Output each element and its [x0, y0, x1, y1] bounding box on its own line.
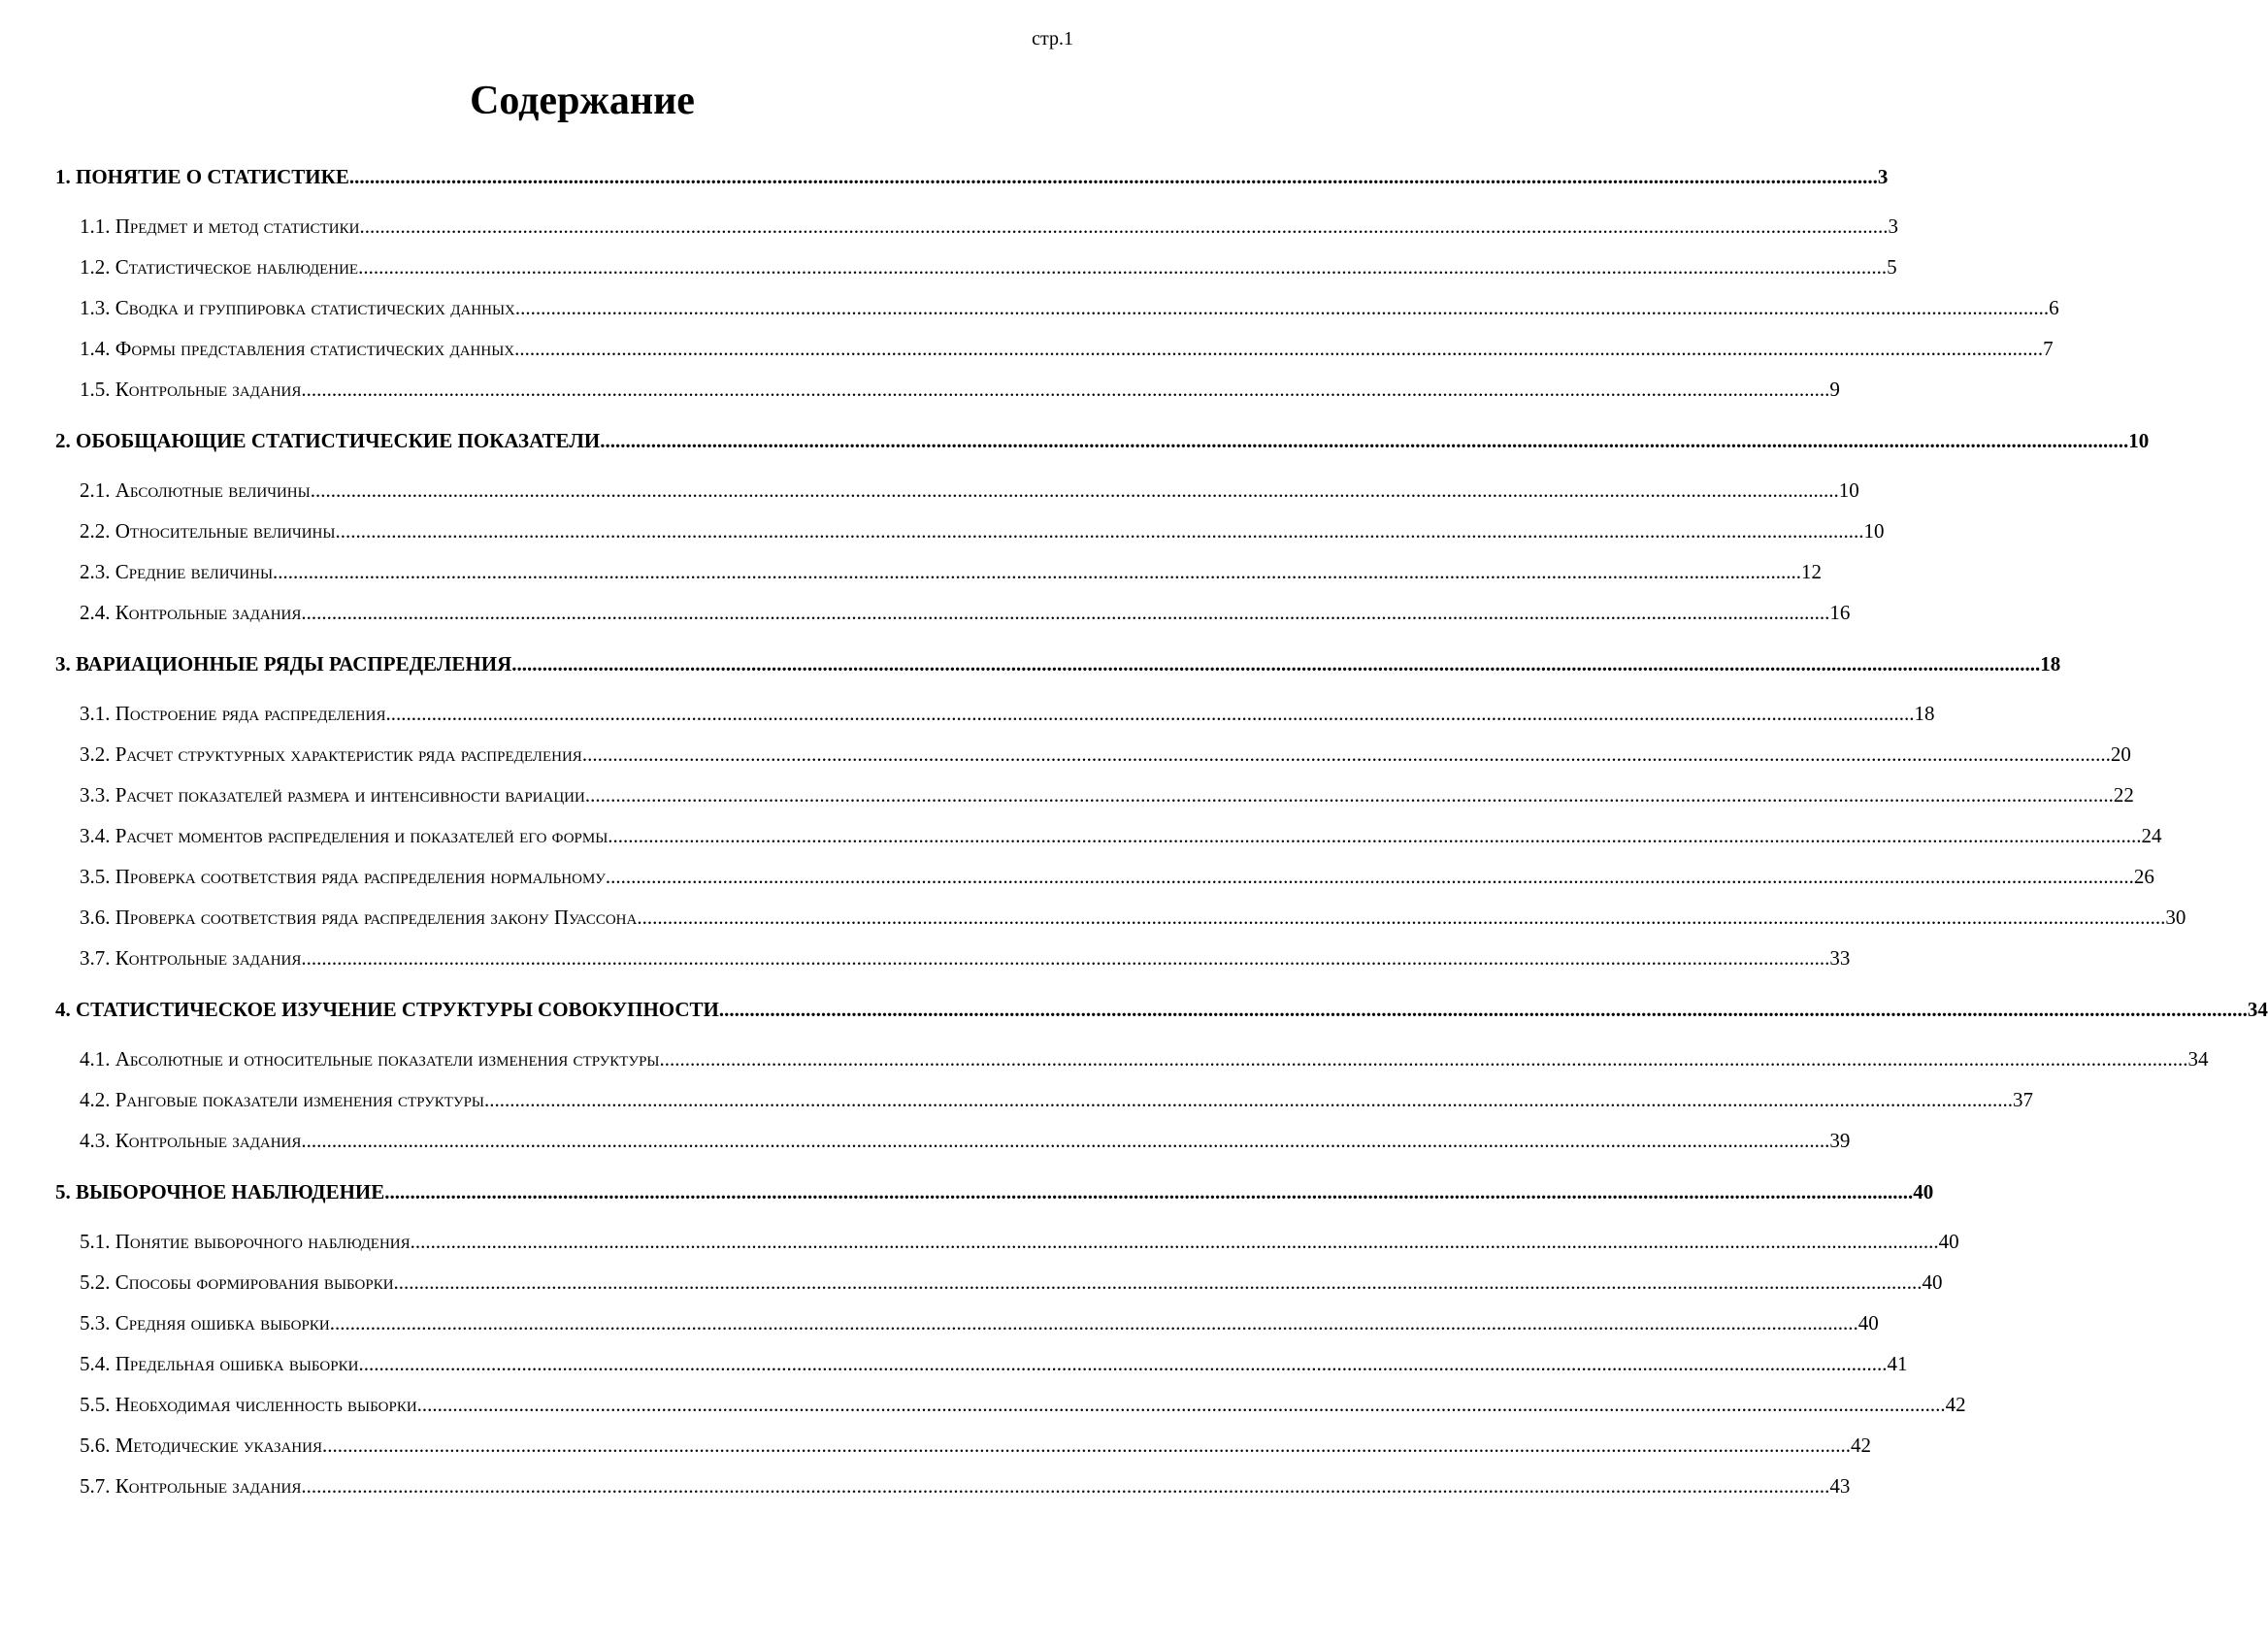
- toc-entry-page: 33: [1829, 946, 1851, 970]
- toc-entry-label: 1.5. Контрольные задания: [80, 378, 302, 401]
- toc-section-4-3[interactable]: [80, 1126, 1851, 1155]
- dot-leader: ............................................................................................................................................................................................................................................................................................................: [410, 1230, 1939, 1253]
- toc-section-3-7[interactable]: [80, 943, 1851, 972]
- page-number: стр.1: [1032, 28, 1073, 49]
- toc-entry-label: 1.2. Статистическое наблюдение: [80, 255, 359, 279]
- toc-entry-label: 4.3. Контрольные задания: [80, 1129, 302, 1152]
- toc-entry-label: 4. СТАТИСТИЧЕСКОЕ ИЗУЧЕНИЕ СТРУКТУРЫ СОВОКУПНОСТИ: [55, 998, 719, 1021]
- dot-leader: ............................................................................................................................................................................................................................................................................................................: [416, 1393, 1946, 1416]
- dot-leader: ............................................................................................................................................................................................................................................................................................................: [520, 296, 2050, 319]
- toc-section-3-1[interactable]: [80, 699, 1935, 728]
- toc-entry-label: 5.7. Контрольные задания: [80, 1474, 302, 1498]
- toc-entry-label: 2.2. Относительные величины: [80, 519, 336, 543]
- dot-leader: ............................................................................................................................................................................................................................................................................................................: [637, 906, 2166, 929]
- toc-entry-page: 40: [1938, 1230, 1959, 1253]
- dot-leader: ............................................................................................................................................................................................................................................................................................................: [348, 165, 1878, 188]
- toc-entry-label: 1.4. Формы представления статистических данных: [80, 337, 515, 360]
- toc-entry-label: 2.3. Средние величины: [80, 560, 274, 583]
- toc-chapter-2[interactable]: [55, 426, 2150, 455]
- toc-section-5-6[interactable]: [80, 1431, 1871, 1460]
- toc-section-5-3[interactable]: [80, 1308, 1879, 1337]
- toc-section-3-6[interactable]: [80, 903, 2186, 932]
- toc-entry-page: 34: [2187, 1047, 2209, 1071]
- toc-entry-page: 43: [1829, 1474, 1851, 1498]
- toc-section-2-2[interactable]: [80, 516, 1885, 545]
- toc-entry-label: 3.1. Построение ряда распределения: [80, 702, 386, 725]
- toc-entry-page: 20: [2110, 742, 2131, 766]
- toc-entry-label: 1. ПОНЯТИЕ О СТАТИСТИКЕ: [55, 165, 349, 188]
- dot-leader: ............................................................................................................................................................................................................................................................................................................: [321, 1434, 1851, 1457]
- dot-leader: ............................................................................................................................................................................................................................................................................................................: [484, 1088, 2013, 1111]
- dot-leader: ............................................................................................................................................................................................................................................................................................................: [301, 378, 1830, 401]
- toc-section-5-7[interactable]: [80, 1471, 1851, 1500]
- toc-chapter-1[interactable]: [55, 162, 1889, 191]
- dot-leader: ............................................................................................................................................................................................................................................................................................................: [718, 998, 2248, 1021]
- toc-section-2-3[interactable]: [80, 557, 1823, 586]
- toc-section-1-4[interactable]: [80, 334, 2054, 363]
- dot-leader: ............................................................................................................................................................................................................................................................................................................: [358, 255, 1888, 279]
- toc-entry-page: 12: [1801, 560, 1823, 583]
- toc-entry-page: 42: [1945, 1393, 1966, 1416]
- dot-leader: ............................................................................................................................................................................................................................................................................................................: [301, 601, 1830, 624]
- toc-section-4-1[interactable]: [80, 1044, 2209, 1073]
- toc-entry-label: 5.5. Необходимая численность выборки: [80, 1393, 417, 1416]
- toc-entry-page: 40: [1913, 1180, 1934, 1203]
- toc-entry-label: 3.5. Проверка соответствия ряда распределения нормальному: [80, 865, 606, 888]
- dot-leader: ............................................................................................................................................................................................................................................................................................................: [273, 560, 1802, 583]
- toc-entry-label: 5.1. Понятие выборочного наблюдения: [80, 1230, 411, 1253]
- toc-entry-label: 5. ВЫБОРОЧНОЕ НАБЛЮДЕНИЕ: [55, 1180, 385, 1203]
- toc-entry-label: 5.4. Предельная ошибка выборки: [80, 1352, 359, 1375]
- dot-leader: ............................................................................................................................................................................................................................................................................................................: [612, 824, 2142, 847]
- dot-leader: ............................................................................................................................................................................................................................................................................................................: [605, 865, 2134, 888]
- toc-entry-page: 18: [2040, 652, 2061, 676]
- dot-leader: ............................................................................................................................................................................................................................................................................................................: [393, 1270, 1923, 1294]
- toc-entry-page: 42: [1850, 1434, 1871, 1457]
- toc-entry-page: 34: [2247, 998, 2268, 1021]
- toc-section-1-3[interactable]: [80, 293, 2059, 322]
- dot-leader: ............................................................................................................................................................................................................................................................................................................: [581, 742, 2111, 766]
- toc-entry-page: 10: [1838, 478, 1859, 502]
- toc-entry-page: 3: [1877, 165, 1889, 188]
- dot-leader: ............................................................................................................................................................................................................................................................................................................: [358, 1352, 1888, 1375]
- dot-leader: ............................................................................................................................................................................................................................................................................................................: [310, 478, 1839, 502]
- toc-entry-label: 3.4. Расчет моментов распределения и показателей его формы.: [80, 824, 613, 847]
- toc-entry-page: 40: [1922, 1270, 1943, 1294]
- dot-leader: ............................................................................................................................................................................................................................................................................................................: [384, 1180, 1914, 1203]
- dot-leader: ............................................................................................................................................................................................................................................................................................................: [301, 1129, 1830, 1152]
- dot-leader: ............................................................................................................................................................................................................................................................................................................: [335, 519, 1864, 543]
- toc-entry-label: 2. ОБОБЩАЮЩИЕ СТАТИСТИЧЕСКИЕ ПОКАЗАТЕЛИ: [55, 429, 601, 452]
- toc-chapter-5[interactable]: [55, 1177, 1934, 1206]
- toc-entry-label: 2.4. Контрольные задания: [80, 601, 302, 624]
- toc-chapter-4[interactable]: [55, 995, 2268, 1024]
- toc-section-3-2[interactable]: [80, 740, 2131, 769]
- toc-section-1-1[interactable]: [80, 212, 1898, 241]
- dot-leader: ............................................................................................................................................................................................................................................................................................................: [301, 946, 1830, 970]
- toc-entry-page: 10: [2128, 429, 2150, 452]
- toc-entry-page: 41: [1887, 1352, 1908, 1375]
- toc-entry-page: 26: [2133, 865, 2154, 888]
- toc-entry-label: 1.3. Сводка и группировка статистических данных.: [80, 296, 521, 319]
- toc-entry-label: 5.6. Методические указания: [80, 1434, 322, 1457]
- toc-section-3-3[interactable]: [80, 780, 2134, 809]
- toc-entry-label: 2.1. Абсолютные величины: [80, 478, 311, 502]
- dot-leader: ............................................................................................................................................................................................................................................................................................................: [659, 1047, 2188, 1071]
- toc-section-4-2[interactable]: [80, 1085, 2033, 1114]
- dot-leader: ............................................................................................................................................................................................................................................................................................................: [514, 337, 2044, 360]
- toc-entry-label: 4.2. Ранговые показатели изменения структуры: [80, 1088, 484, 1111]
- toc-section-3-4[interactable]: [80, 821, 2162, 850]
- toc-section-2-1[interactable]: [80, 476, 1859, 505]
- toc-entry-label: 3.2. Расчет структурных характеристик ряда распределения: [80, 742, 582, 766]
- toc-entry-page: 5: [1887, 255, 1897, 279]
- dot-leader: ............................................................................................................................................................................................................................................................................................................: [511, 652, 2041, 676]
- toc-entry-page: 22: [2113, 783, 2134, 807]
- toc-entry-page: 3: [1888, 214, 1898, 238]
- toc-entry-page: 16: [1829, 601, 1851, 624]
- toc-entry-label: 3.7. Контрольные задания: [80, 946, 302, 970]
- toc-entry-page: 39: [1829, 1129, 1851, 1152]
- toc-entry-page: 40: [1857, 1311, 1879, 1335]
- toc-entry-page: 37: [2013, 1088, 2033, 1111]
- page-title: Содержание: [470, 79, 695, 123]
- toc-section-3-5[interactable]: [80, 862, 2154, 891]
- toc-entry-label: 3.6. Проверка соответствия ряда распределения закону Пуассона: [80, 906, 638, 929]
- dot-leader: ............................................................................................................................................................................................................................................................................................................: [385, 702, 1915, 725]
- dot-leader: ............................................................................................................................................................................................................................................................................................................: [301, 1474, 1830, 1498]
- toc-entry-page: 18: [1914, 702, 1935, 725]
- toc-section-5-4[interactable]: [80, 1349, 1908, 1378]
- toc-entry-page: 7: [2043, 337, 2054, 360]
- toc-entry-page: 30: [2165, 906, 2186, 929]
- toc-chapter-3[interactable]: [55, 649, 2061, 678]
- toc-entry-label: 4.1. Абсолютные и относительные показатели изменения структуры: [80, 1047, 660, 1071]
- toc-entry-page: 24: [2141, 824, 2162, 847]
- toc-entry-label: 5.2. Способы формирования выборки: [80, 1270, 394, 1294]
- toc-section-1-2[interactable]: [80, 252, 1897, 281]
- dot-leader: ............................................................................................................................................................................................................................................................................................................: [584, 783, 2114, 807]
- toc-section-5-1[interactable]: [80, 1227, 1959, 1256]
- toc-section-2-4[interactable]: [80, 598, 1851, 627]
- dot-leader: ............................................................................................................................................................................................................................................................................................................: [600, 429, 2129, 452]
- toc-entry-page: 9: [1829, 378, 1840, 401]
- toc-section-5-5[interactable]: [80, 1390, 1966, 1419]
- toc-entry-label: 3.3. Расчет показателей размера и интенсивности вариации: [80, 783, 585, 807]
- toc-entry-label: 3. ВАРИАЦИОННЫЕ РЯДЫ РАСПРЕДЕЛЕНИЯ: [55, 652, 512, 676]
- toc-entry-label: 5.3. Средняя ошибка выборки: [80, 1311, 330, 1335]
- toc-entry-label: 1.1. Предмет и метод статистики: [80, 214, 360, 238]
- dot-leader: ............................................................................................................................................................................................................................................................................................................: [359, 214, 1889, 238]
- toc-section-1-5[interactable]: [80, 375, 1840, 404]
- toc-entry-page: 10: [1863, 519, 1885, 543]
- dot-leader: ............................................................................................................................................................................................................................................................................................................: [329, 1311, 1858, 1335]
- toc-section-5-2[interactable]: [80, 1268, 1943, 1297]
- toc-entry-page: 6: [2049, 296, 2059, 319]
